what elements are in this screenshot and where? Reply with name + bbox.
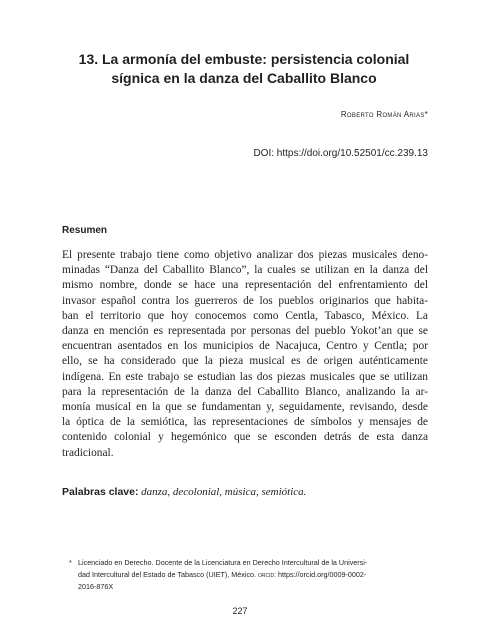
abstract-line: tradicional.	[62, 446, 114, 459]
abstract-line: ban el territorio que hoy conocemos como Centla, Tabasco, México. La	[62, 309, 428, 322]
author-name: Roberto Román Arias*	[340, 110, 428, 119]
abstract-line: la óptica de la semiótica, las representaciones de símbolos y mensajes de	[62, 416, 428, 429]
footnote-marker: *	[69, 558, 72, 567]
abstract-heading: Resumen	[62, 225, 108, 236]
abstract-line: contenido colonial y hegemónico que se esconden detrás de esta danza	[62, 431, 428, 444]
footnote-line-2	[78, 569, 428, 582]
page-number: 227	[232, 606, 248, 616]
orcid-link[interactable]: https://orcid.org/0009-0002-	[277, 569, 367, 579]
author-footnote	[69, 557, 428, 593]
keywords-list: danza, decolonial, música, semiótica.	[141, 486, 307, 498]
abstract-line: invasor español contra los guerreros de los pueblos originarios que habita-	[62, 294, 428, 307]
keywords	[62, 486, 306, 498]
doi-link[interactable]: DOI: https://doi.org/10.52501/cc.239.13	[253, 148, 428, 159]
footnote-affiliation: dad Intercultural del Estado de Tabasco (UIET), México.	[78, 569, 257, 579]
abstract-line: indígena. En este trabajo se estudian las dos piezas musicales que se utilizan	[62, 370, 428, 383]
footnote-line-1: Licenciado en Derecho. Docente de la Licenciatura en Derecho Intercultural de la Universi-	[78, 558, 368, 567]
abstract-line: encuentran asentados en los municipios de Nacajuca, Centro y Centla; por	[62, 340, 428, 353]
abstract-line: monía musical en la que se fundamentan y, seguidamente, revisando, desde	[62, 401, 428, 414]
footnote-line-3[interactable]: 2016-876X	[78, 582, 114, 591]
abstract-line: El presente trabajo tiene como objetivo analizar dos piezas musicales deno-	[62, 249, 428, 261]
abstract-line: para la representación de la danza del Caballito Blanco, analizando la ar-	[62, 385, 428, 398]
abstract-line: ello, se ha considerado que la pieza musical es de origen auténticamente	[62, 355, 428, 368]
abstract-line: danza en mención es representada por personas del pueblo Yokot’an que se	[62, 325, 428, 338]
keywords-label: Palabras clave:	[62, 486, 139, 498]
abstract-body	[62, 248, 428, 461]
abstract-line: mismo nombre, donde se hace una representación del enfrentamiento del	[62, 279, 428, 292]
abstract-line: minadas “Danza del Caballito Blanco”, la cuales se utilizan en la danza del	[62, 264, 428, 277]
chapter-title-line-1: 13. La armonía del embuste: persistencia colonial	[78, 51, 410, 67]
chapter-title-line-2: sígnica en la danza del Caballito Blanco	[111, 70, 377, 86]
chapter-title	[60, 50, 428, 88]
orcid-label: orcid:	[258, 571, 276, 579]
